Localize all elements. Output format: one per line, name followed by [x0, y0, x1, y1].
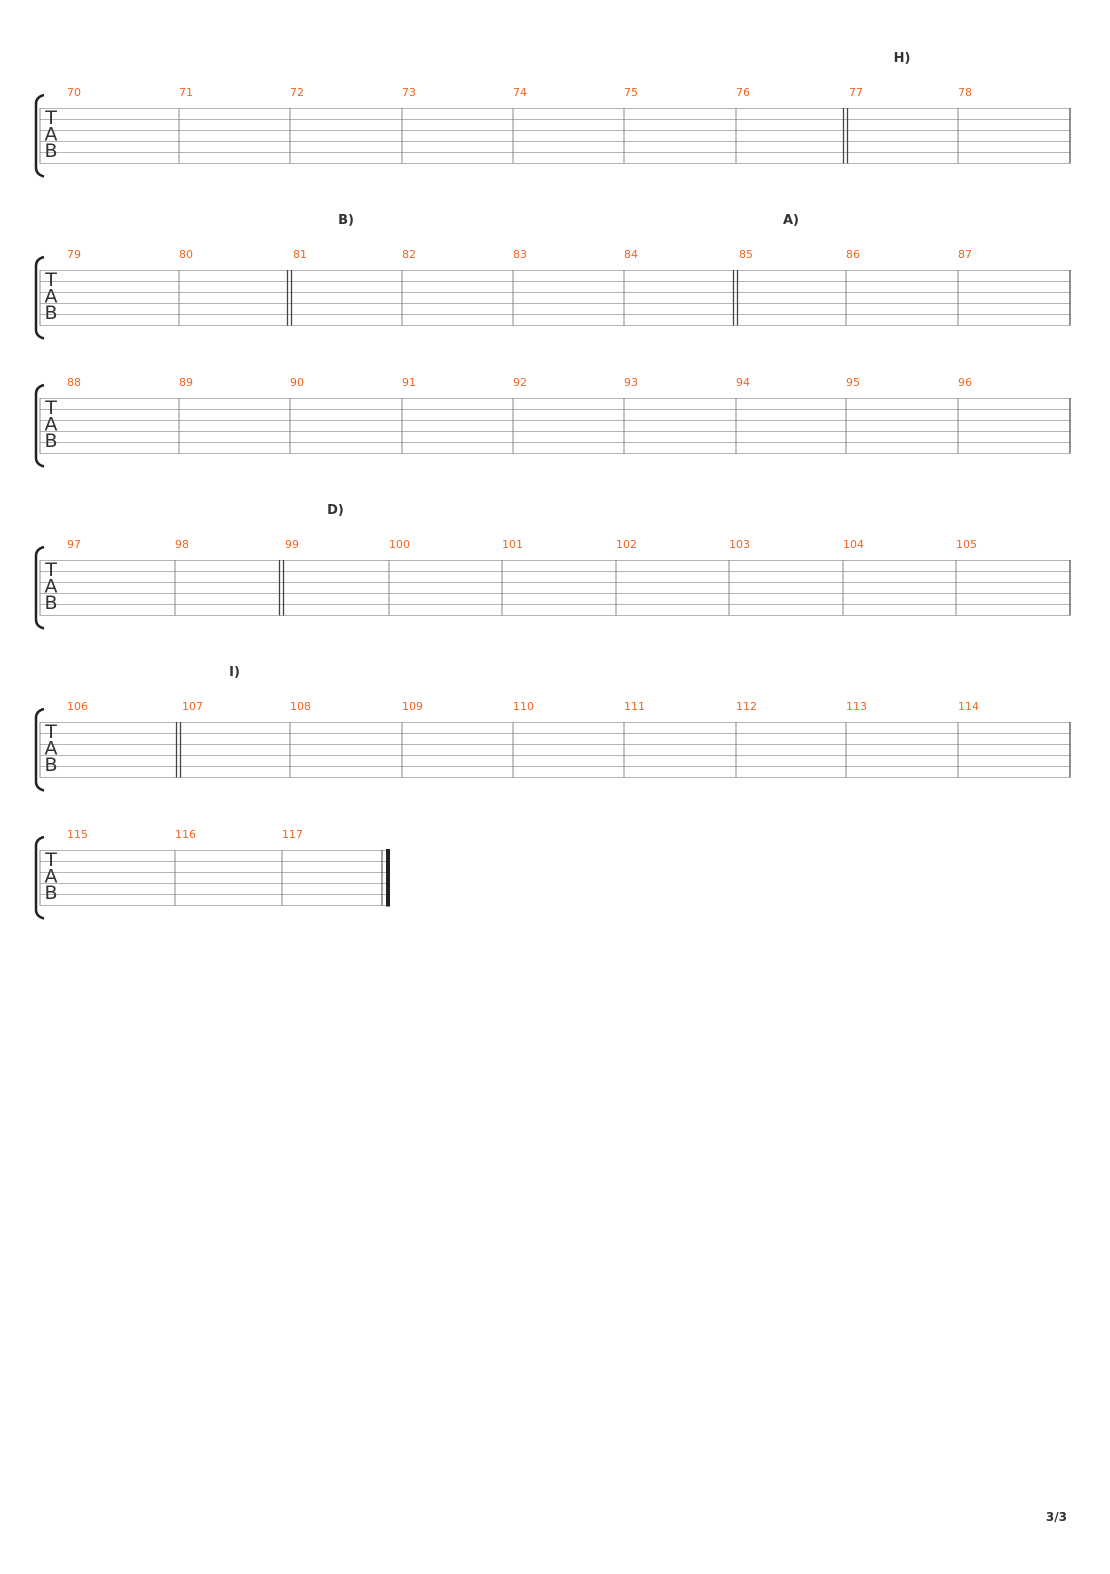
tab-clef-letter: T [45, 107, 57, 129]
tab-clef-letter: A [44, 737, 58, 760]
tab-clef-letter: A [44, 123, 58, 146]
measure-number: 91 [402, 376, 416, 389]
staff-system [36, 828, 390, 919]
tab-clef-letter: B [44, 882, 58, 904]
section-marker: D) [327, 503, 344, 518]
measure-number: 78 [958, 86, 972, 99]
measure-number: 96 [958, 376, 972, 389]
measure-number: 83 [513, 248, 527, 261]
measure-number: 76 [736, 86, 750, 99]
section-marker: H) [893, 51, 911, 66]
measure-number: 116 [175, 828, 196, 841]
measure-number: 101 [502, 538, 523, 551]
measure-number: 107 [182, 700, 203, 713]
staff-system [36, 213, 1070, 339]
measure-number: 105 [956, 538, 977, 551]
staff-system [36, 51, 1070, 177]
measure-number: 95 [846, 376, 860, 389]
measure-number: 81 [293, 248, 307, 261]
tab-clef-letter: A [44, 285, 58, 308]
measure-number: 113 [846, 700, 867, 713]
tab-clef-letter: B [44, 592, 58, 614]
measure-number: 72 [290, 86, 304, 99]
tab-clef-letter: T [45, 559, 57, 581]
measure-number: 97 [67, 538, 81, 551]
measure-number: 87 [958, 248, 972, 261]
measure-number: 86 [846, 248, 860, 261]
measure-number: 75 [624, 86, 638, 99]
measure-number: 80 [179, 248, 193, 261]
measure-number: 92 [513, 376, 527, 389]
tab-clef-letter: T [45, 721, 57, 743]
tab-clef-letter: B [44, 754, 58, 776]
measure-number: 88 [67, 376, 81, 389]
measure-number: 115 [67, 828, 88, 841]
measure-number: 77 [849, 86, 863, 99]
measure-number: 102 [616, 538, 637, 551]
measure-number: 82 [402, 248, 416, 261]
measure-number: 109 [402, 700, 423, 713]
measure-number: 89 [179, 376, 193, 389]
tab-clef-letter: B [44, 302, 58, 324]
measure-number: 104 [843, 538, 864, 551]
section-marker: B) [338, 213, 354, 228]
measure-number: 85 [739, 248, 753, 261]
measure-number: 99 [285, 538, 299, 551]
tab-clef-letter: T [45, 269, 57, 291]
section-marker: A) [782, 213, 800, 228]
staff-system [36, 503, 1070, 629]
measure-number: 90 [290, 376, 304, 389]
tab-clef-letter: B [44, 430, 58, 452]
measure-number: 100 [389, 538, 410, 551]
measure-number: 117 [282, 828, 303, 841]
measure-number: 112 [736, 700, 757, 713]
measure-number: 71 [179, 86, 193, 99]
measure-number: 108 [290, 700, 311, 713]
staff-system [36, 665, 1070, 791]
measure-number: 79 [67, 248, 81, 261]
final-barline-thick [386, 849, 390, 907]
measure-number: 94 [736, 376, 750, 389]
measure-number: 103 [729, 538, 750, 551]
tab-clef-letter: B [44, 140, 58, 162]
tab-clef-letter: T [45, 397, 57, 419]
measure-number: 84 [624, 248, 638, 261]
measure-number: 93 [624, 376, 638, 389]
measure-number: 106 [67, 700, 88, 713]
measure-number: 73 [402, 86, 416, 99]
measure-number: 70 [67, 86, 81, 99]
tab-clef-letter: A [44, 575, 58, 598]
tab-clef-letter: A [44, 413, 58, 436]
measure-number: 111 [624, 700, 645, 713]
section-marker: I) [229, 665, 240, 680]
measure-number: 98 [175, 538, 189, 551]
measure-number: 114 [958, 700, 979, 713]
page-number: 3/3 [1045, 1510, 1067, 1524]
tab-clef-letter: A [44, 865, 58, 888]
staff-system [36, 376, 1070, 467]
tab-clef-letter: T [45, 849, 57, 871]
measure-number: 74 [513, 86, 527, 99]
measure-number: 110 [513, 700, 534, 713]
